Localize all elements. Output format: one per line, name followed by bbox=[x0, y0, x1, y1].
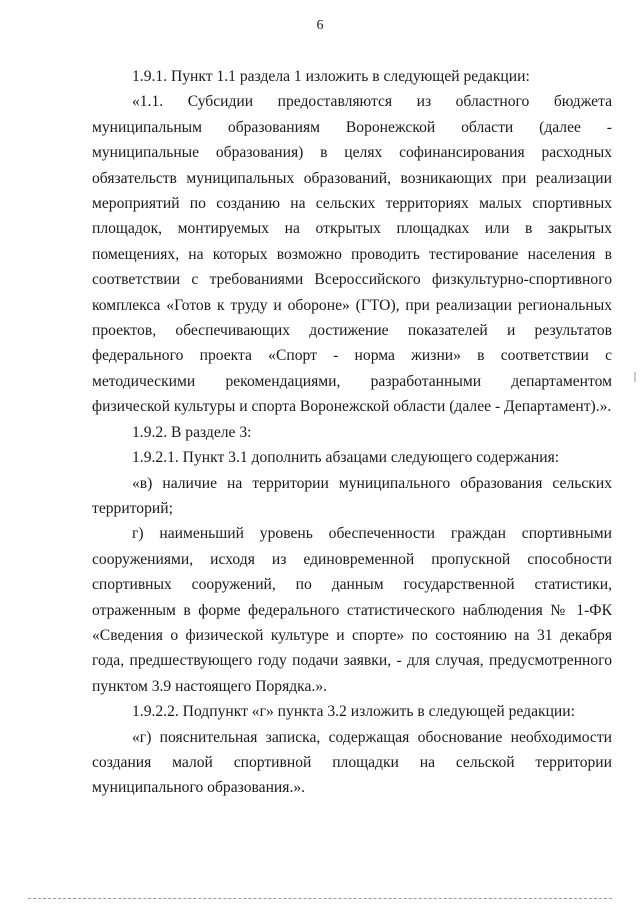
paragraph-1-9-2: 1.9.2. В разделе 3: bbox=[132, 423, 252, 441]
footer-divider bbox=[28, 898, 612, 899]
paragraph-item-g-explanatory: «г) пояснительная записка, содержащая обоснование необходимости создания малой спортивной площадки на сельской территории муниципального образования.». bbox=[92, 728, 612, 797]
margin-scan-mark bbox=[634, 372, 636, 382]
paragraph-item-g: г) наименьший уровень обеспеченности граждан спортивными сооружениями, исходя из единовременной пропускной способности спортивных сооружений, по данным государственной статистики, отраженным в форме федерального статистического наблюдения № 1-ФК «Сведения о физической культуре и спорте» по состоянию на 31 декабря года, предшествующего году подачи заявки, - для случая, предусмотренного пунктом 3.9 настоящего Порядка.». bbox=[92, 525, 612, 695]
paragraph-1-9-2-2: 1.9.2.2. Подпункт «г» пункта 3.2 изложить в следующей редакции: bbox=[132, 703, 575, 721]
paragraph-1-9-1: 1.9.1. Пункт 1.1 раздела 1 изложить в следующей редакции: bbox=[132, 68, 530, 85]
document-body bbox=[92, 64, 612, 801]
page-number: 6 bbox=[316, 18, 324, 33]
paragraph-item-v: «в) наличие на территории муниципального образования сельских территорий; bbox=[92, 474, 612, 517]
paragraph-1-9-2-1: 1.9.2.1. Пункт 3.1 дополнить абзацами следующего содержания: bbox=[132, 449, 560, 467]
paragraph-1-1-subsidies: «1.1. Субсидии предоставляются из областного бюджета муниципальным образованиям Воронежской области (далее - муниципальные образования) в целях софинансирования расходных обязательств муниципальных образований, возникающих при реализации мероприятий по созданию на сельских территориях малых спортивных площадок, монтируемых на открытых площадках или в закрытых помещениях, на которых возможно проводить тестирование населения в соответствии с требованиями Всероссийского физкультурно-спортивного комплекса «Готов к труду и обороне» (ГТО), при реализации региональных проектов, обеспечивающих достижение показателей и результатов федерального проекта «Спорт - норма жизни» в соответствии с методическими рекомендациями, разработанными департаментом физической культуры и спорта Воронежской области (далее - Департамент).». bbox=[92, 93, 612, 416]
